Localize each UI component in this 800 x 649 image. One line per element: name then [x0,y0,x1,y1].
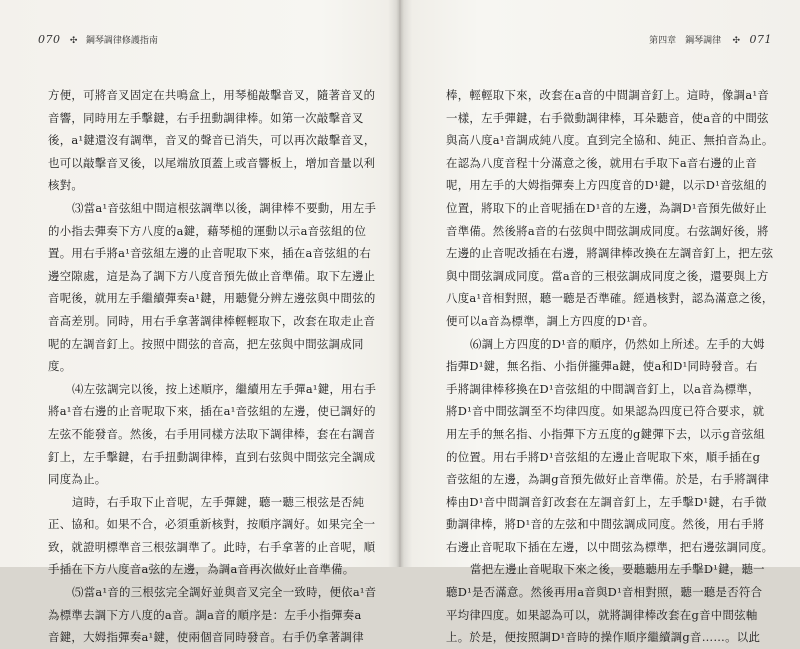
text-line: 呢，用左手的大姆指彈奏上方四度音的D¹鍵，以示D¹音弦組的 [446,178,767,193]
text-line: 一樣，左手彈鍵，右手微動調律棒，耳朵聽音，使a音的中間弦 [446,110,769,125]
text-line: 音高差別。同時，用右手拿著調律棒輕輕取下，改套在取走止音 [48,313,376,328]
text-line: 將D¹音中間弦調至不均律四度。如果認為四度已符合要求，就 [446,404,765,419]
right-page [400,0,800,645]
text-line: 釘上，左手擊鍵，右手扭動調律棒，直到右弦與中間弦完全調成 [48,449,376,464]
text-line: 音鍵，大姆指彈奏a¹鍵，使兩個音同時發音。右手仍拿著調律 [48,630,364,645]
text-line: 正、協和。如果不合，必須重新核對，按順序調好。如果完全一 [48,517,376,532]
text-line: 音準備。然後將a音的右弦與中間弦調成同度。右弦調好後，將 [446,223,769,238]
text-line: 將a¹音右邊的止音呢取下來，插在a¹音弦組的左邊，使已調好的 [48,404,376,419]
text-line: 音響，同時用左手擊鍵，右手扭動調律棒。如第一次敲擊音叉 [48,110,364,125]
text-line: 核對。 [48,178,84,193]
text-line: 同度為止。 [48,472,107,487]
text-line: 也可以敲擊音叉後，以尾端放頂蓋上或音響板上，增加音量以利 [48,155,376,170]
text-line: 與高八度a¹音調成純八度。直到完全協和、純正、無拍音為止。 [446,133,774,148]
text-line: 左弦不能發音。然後，右手用同樣方法取下調律棒，套在右調音 [48,426,376,441]
header-ornament-icon: ✣ [69,36,78,46]
left-page-number: 070 [38,33,61,46]
right-body-text [446,84,774,649]
text-line: 便可以a音為標準，調上方四度的D¹音。 [446,313,655,328]
text-line: 呢的左調音釘上。按照中間弦的音高，把左弦與中間弦調成同 [48,336,364,351]
text-line: 手將調律棒移換在D¹音弦組的中間調音釘上，以a音為標準， [446,381,760,396]
header-ornament-icon: ✣ [732,36,741,46]
text-line: 邊空隙處，這是為了調下方八度音預先做止音準備。取下左邊止 [48,268,376,283]
text-line: 致，就證明標準音三根弦調準了。此時，右手拿著的止音呢，順 [48,539,376,554]
text-line: 後，a¹鍵還沒有調準，音叉的聲音已消失，可以再次敲擊音叉， [48,133,376,148]
text-line: ⑶當a¹音弦組中間這根弦調準以後，調律棒不要動，用左手 [72,200,377,215]
right-page-number: 071 [749,33,772,46]
right-running-title: 第四章 鋼琴調律 [649,36,722,46]
text-line: 音弦組的左邊，為調g音預先做好止音準備。於是，右手將調律 [446,472,770,487]
text-line: 與中間弦調成同度。當a音的三根弦調成同度之後，還要與上方 [446,268,769,283]
left-running-title: 鋼琴調律修護指南 [85,36,158,46]
text-line: 棒，輕輕取下來，改套在a音的中間調音釘上。這時，像調a¹音 [446,88,770,102]
text-line: ⑹調上方四度的D¹音的順序，仍然如上所述。左手的大姆 [470,336,765,351]
text-line: ⑸當a¹音的三根弦完全調好並與音叉完全一致時，便依a¹音 [72,585,377,600]
left-body-text [48,84,377,649]
text-line: 方便，可將音叉固定在共鳴盒上，用琴槌敲擊音叉，隨著音叉的 [48,88,376,102]
text-line: 置。用右手將a¹音弦組左邊的止音呢取下來，插在a音弦組的右 [48,246,372,261]
text-line: 上。於是，便按照調D¹音時的操作順序繼續調g音……。以此 [446,630,761,645]
text-line: 在認為八度音程十分滿意之後，就用右手取下a音右邊的止音 [446,155,758,170]
left-page [0,0,400,645]
left-page-header [38,33,160,46]
text-line: 當把左邊止音呢取下來之後，要聽聽用左手擊D¹鍵，聽一 [470,562,765,577]
text-line: 指彈D¹鍵，無名指、小指併攏彈a鍵，使a和D¹同時發音。右 [446,359,758,374]
text-line: 八度a¹音相對照，聽一聽是否準確。經過核對，認為滿意之後， [446,291,774,306]
text-line: 右邊止音呢取下插在左邊，以中間弦為標準，把右邊弦調同度。 [446,539,774,554]
text-line: 這時，右手取下止音呢，左手彈鍵，聽一聽三根弦是否純 [72,494,365,509]
text-line: 動調律棒，將D¹音的左弦和中間弦調成同度。然後，用右手將 [446,517,765,532]
text-line: 用左手的無名指、小指彈下方五度的g鍵彈下去，以示g音弦組 [446,426,766,441]
text-line: 位置，將取下的止音呢插在D¹音的左邊，為調D¹音預先做好止 [446,200,767,215]
text-line: 聽D¹是否滿意。然後再用a音與D¹音相對照，聽一聽是否符合 [446,585,763,600]
text-line: 為標準去調下方八度的a音。調a音的順序是：左手小指彈奏a [48,607,362,622]
text-line: 左邊的止音呢改插在右邊，將調律棒改換在左調音釘上，把左弦 [446,246,774,261]
text-line: 平均律四度。如果認為可以，就將調律棒改套在g音中間弦軸 [446,607,758,622]
text-line: ⑷左弦調完以後，按上述順序，繼續用左手彈a¹鍵，用右手 [72,381,377,396]
right-page-header [647,33,772,46]
text-line: 音呢後，就用左手繼續彈奏a¹鍵，用聽覺分辨左邊弦與中間弦的 [48,291,376,306]
text-line: 的小指去彈奏下方八度的a鍵，藉琴槌的運動以示a音弦組的位 [48,223,367,238]
text-line: 手插在下方八度音a弦的左邊，為調a音再次做好止音準備。 [48,562,355,577]
text-line: 度。 [48,359,72,374]
text-line: 棒由D¹音中間調音釘改套在左調音釘上，左手擊D¹鍵，右手微 [446,494,767,509]
text-line: 的位置。用右手將D¹音弦組的左邊止音呢取下來，順手插在g [446,449,761,464]
